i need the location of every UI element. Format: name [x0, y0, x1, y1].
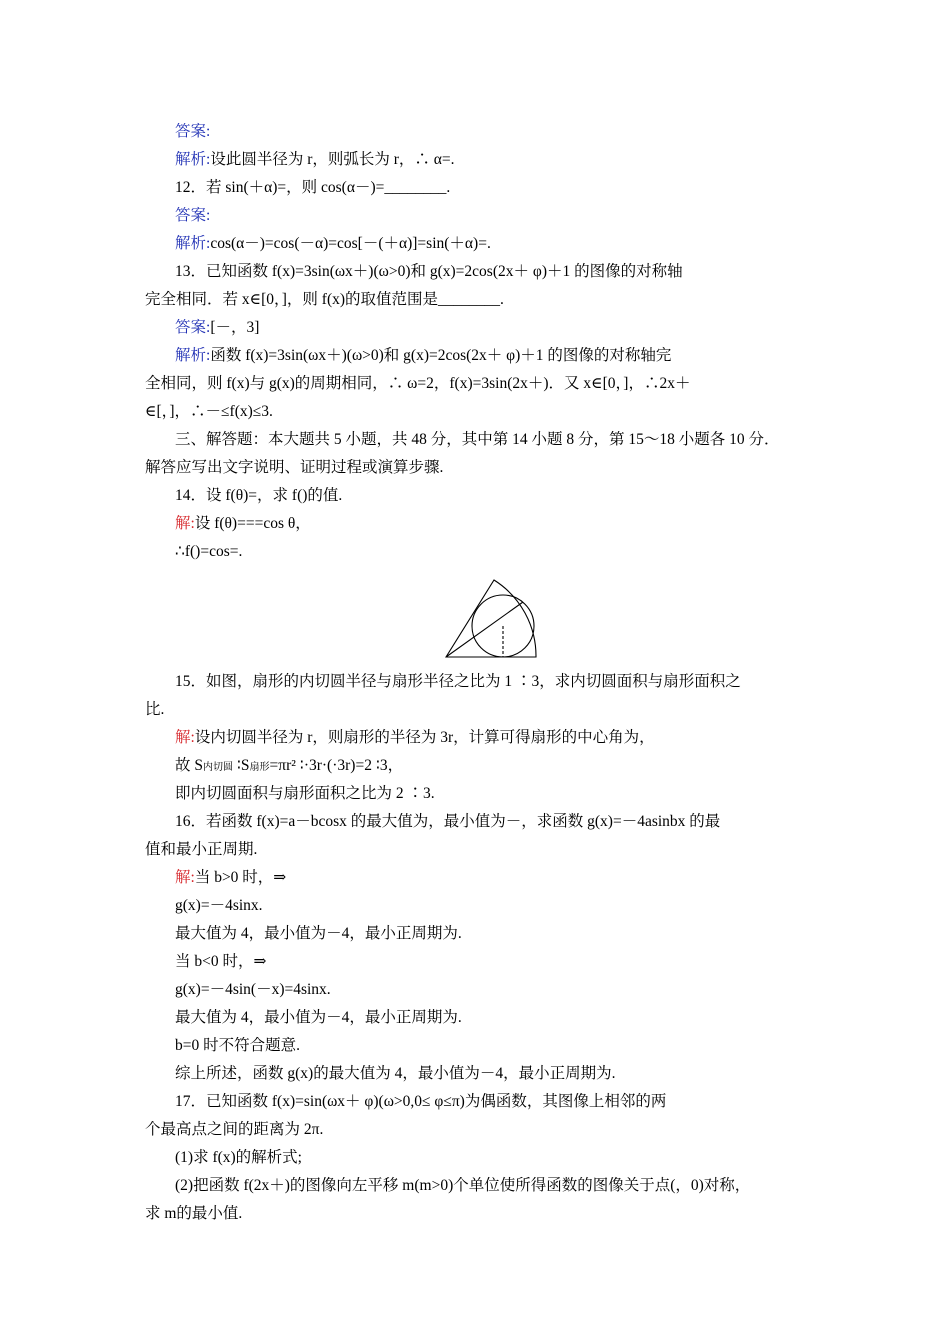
solution-label: 解:	[175, 729, 195, 746]
question-16-line2: 值和最小正周期.	[145, 841, 258, 858]
solution-14-line2: ∴f()=cos=.	[175, 543, 243, 560]
answer-label: 答案:	[175, 123, 211, 140]
solution-16-line6: 最大值为 4，最小值为－4，最小正周期为.	[175, 1009, 462, 1026]
solution-16-line7: b=0 时不符合题意.	[175, 1037, 300, 1054]
analysis-13-line2: 全相同，则 f(x)与 g(x)的周期相同，∴ ω=2，f(x)=3sin(2x＋)．又 x∈[0，]，∴2x＋	[145, 375, 691, 392]
solution-16-line5: g(x)=－4sin(－x)=4sinx.	[175, 981, 331, 998]
analysis-label: 解析:	[175, 151, 211, 168]
question-17-part1: (1)求 f(x)的解析式;	[175, 1149, 302, 1166]
solution-15-line1: 解:设内切圆半径为 r，则扇形的半径为 3r，计算可得扇形的中心角为，	[175, 729, 655, 746]
solution-14-line1: 解:设 f(θ)===cos θ，	[175, 515, 311, 532]
analysis-11: 解析:设此圆半径为 r，则弧长为 r，∴ α=.	[175, 151, 455, 168]
solution-15-line2: 故 S内切圆 ∶S扇形=πr² ∶·3r·(·3r)=2 ∶3，	[175, 757, 404, 774]
question-17-part2-line1: (2)把函数 f(2x＋)的图像向左平移 m(m>0)个单位使所得函数的图像关于点(，0)对称，	[175, 1177, 751, 1194]
analysis-label: 解析:	[175, 235, 211, 252]
question-17-part2-line2: 求 m的最小值.	[145, 1205, 243, 1222]
answer-12	[175, 206, 210, 226]
question-15-line1: 15．如图，扇形的内切圆半径与扇形半径之比为 1 ∶3，求内切圆面积与扇形面积之	[175, 673, 741, 690]
answer-label: 答案:	[175, 207, 211, 224]
solution-16-line4: 当 b<0 时，⇒	[175, 953, 267, 970]
question-15-line2: 比.	[145, 701, 165, 718]
solution-16-line3: 最大值为 4，最小值为－4，最小正周期为.	[175, 925, 462, 942]
solution-16-line1: 解:当 b>0 时，⇒	[175, 869, 287, 886]
answer-11	[175, 122, 210, 142]
solution-label: 解:	[175, 869, 195, 886]
answer-label: 答案:	[175, 319, 211, 336]
question-13-line1: 13．已知函数 f(x)=3sin(ωx＋)(ω>0)和 g(x)=2cos(2x＋ φ)＋1 的图像的对称轴	[175, 263, 683, 280]
answer-13: 答案:[－，3]	[175, 319, 260, 336]
sector-incircle-figure	[440, 576, 540, 660]
question-17-line2: 个最高点之间的距离为 2π.	[145, 1121, 324, 1138]
question-17-line1: 17．已知函数 f(x)=sin(ωx＋ φ)(ω>0,0≤ φ≤π)为偶函数，其图像上相邻的两	[175, 1093, 667, 1110]
section-heading: 三、解答题：本大题共 5 小题，共 48 分，其中第 14 小题 8 分，第 15～18 小题各 10 分．	[175, 431, 780, 448]
question-16-line1: 16．若函数 f(x)=a－bcosx 的最大值为，最小值为－，求函数 g(x)=－4asinbx 的最	[175, 813, 721, 830]
question-12: 12．若 sin(＋α)=，则 cos(α－)=________.	[175, 179, 451, 196]
sector-outline	[446, 580, 536, 657]
analysis-13-line1: 解析:函数 f(x)=3sin(ωx＋)(ω>0)和 g(x)=2cos(2x＋ φ)＋1 的图像的对称轴完	[175, 347, 672, 364]
solution-16-line8: 综上所述，函数 g(x)的最大值为 4，最小值为－4，最小正周期为.	[175, 1065, 616, 1082]
solution-15-line3: 即内切圆面积与扇形面积之比为 2 ∶3.	[175, 785, 435, 802]
solution-label: 解:	[175, 515, 195, 532]
section-instructions: 解答应写出文字说明、证明过程或演算步骤.	[145, 459, 444, 476]
question-13-line2: 完全相同．若 x∈[0，]，则 f(x)的取值范围是________.	[145, 291, 504, 308]
radius-line	[446, 602, 523, 657]
question-14: 14．设 f(θ)=，求 f()的值.	[175, 487, 343, 504]
analysis-label: 解析:	[175, 347, 211, 364]
analysis-12: 解析:cos(α－)=cos(－α)=cos[－(＋α)]=sin(＋α)=.	[175, 235, 491, 252]
solution-16-line2: g(x)=－4sinx.	[175, 897, 263, 914]
analysis-13-line3: ∈[，]，∴－≤f(x)≤3.	[145, 403, 273, 420]
